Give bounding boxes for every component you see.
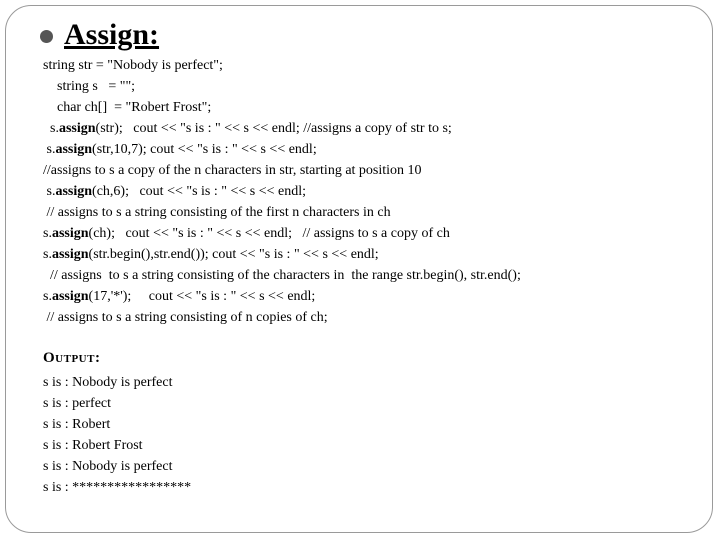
code-line: string s = "";	[43, 79, 136, 94]
bullet-icon	[40, 30, 53, 43]
code-line: s.assign(str,10,7); cout << "s is : " << s << endl;	[43, 142, 317, 157]
code-line: s.assign(str); cout << "s is : " << s << endl; //assigns a copy of str to s;	[43, 121, 452, 136]
title-row	[40, 18, 159, 52]
code-line: s.assign(ch); cout << "s is : " << s << endl; // assigns to s a copy of ch	[43, 226, 450, 241]
output-line: s is : perfect	[43, 396, 112, 411]
slide-title: Assign:	[64, 18, 160, 51]
output-line: s is : *****************	[43, 480, 192, 495]
code-line: char ch[] = "Robert Frost";	[43, 100, 212, 115]
code-line: s.assign(ch,6); cout << "s is : " << s << endl;	[43, 184, 306, 199]
output-line: s is : Nobody is perfect	[43, 375, 173, 390]
output-line: s is : Robert	[43, 417, 111, 432]
code-line: // assigns to s a string consisting of the characters in the range str.begin(), str.end();	[43, 268, 521, 283]
output-heading: Output:	[43, 350, 101, 366]
output-block	[43, 372, 191, 498]
code-block	[43, 55, 703, 328]
code-line: //assigns to s a copy of the n characters in str, starting at position 10	[43, 163, 422, 178]
output-line: s is : Robert Frost	[43, 438, 143, 453]
code-line: s.assign(str.begin(),str.end()); cout << "s is : " << s << endl;	[43, 247, 379, 262]
code-line: s.assign(17,'*'); cout << "s is : " << s << endl;	[43, 289, 316, 304]
code-line: string str = "Nobody is perfect";	[43, 58, 223, 73]
output-line: s is : Nobody is perfect	[43, 459, 173, 474]
code-line: // assigns to s a string consisting of the first n characters in ch	[43, 205, 391, 220]
code-line: // assigns to s a string consisting of n copies of ch;	[43, 310, 328, 325]
